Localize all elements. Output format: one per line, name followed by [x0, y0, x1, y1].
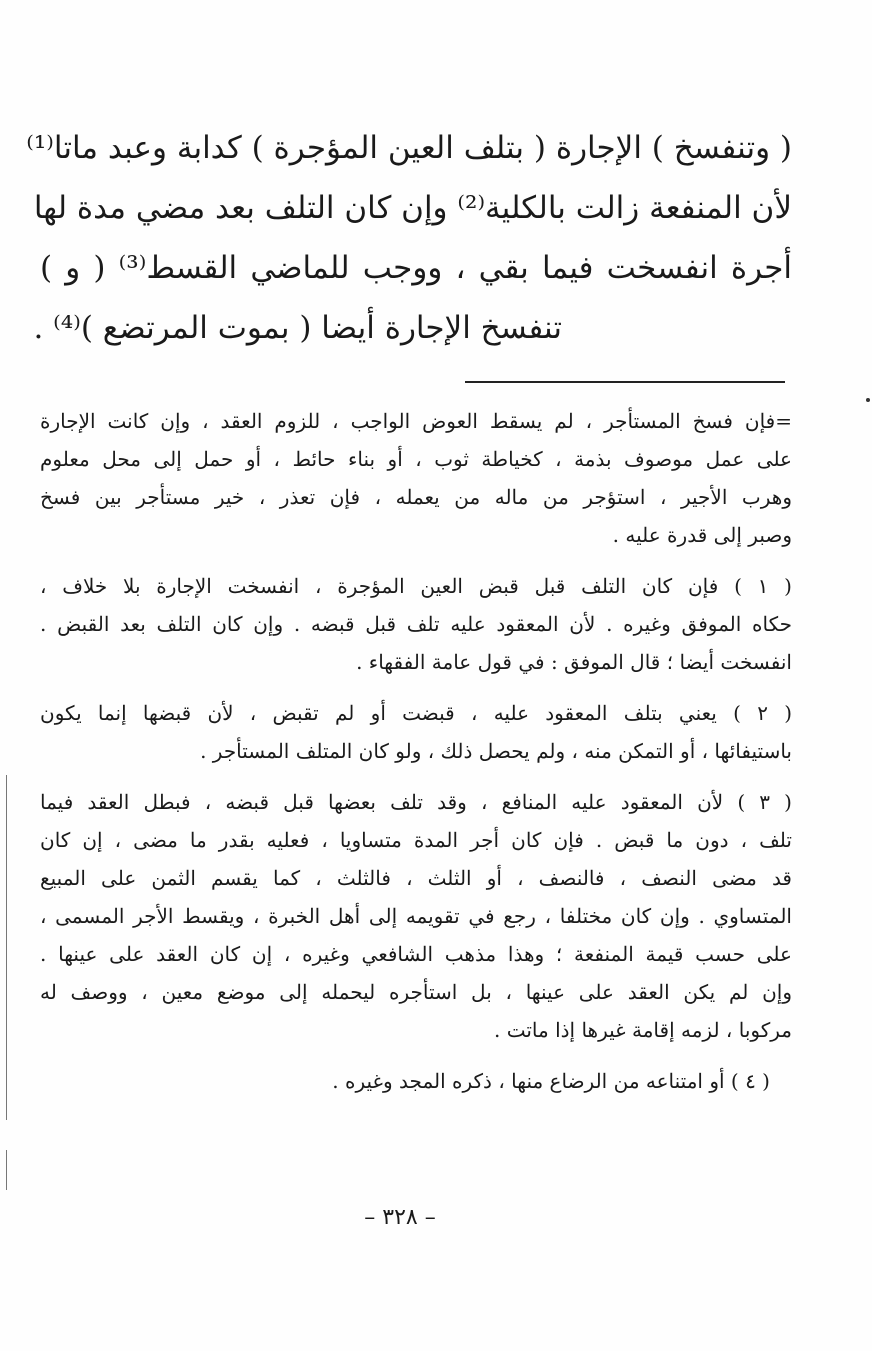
- footnote-line: وهرب الأجير ، استؤجر من ماله من يعمله ، فإن تعذر ، خير مستأجر بين فسخ: [40, 485, 792, 509]
- footnote-line: باستيفائها ، أو التمكن منه ، ولم يحصل ذلك ، ولو كان المتلف المستأجر .: [200, 739, 792, 763]
- scan-speck: [866, 398, 870, 402]
- main-text-line: أجرة انفسخت فيما بقي ، ووجب للماضي القسط⁽³⁾ ( و ): [40, 250, 792, 286]
- footnote-4: [40, 1062, 792, 1100]
- footnote-line: انفسخت أيضا ؛ قال الموفق : في قول عامة الفقهاء .: [356, 650, 792, 674]
- footnote-1: [40, 567, 792, 681]
- footnote-line: ( ٣ ) لأن المعقود عليه المنافع ، وقد تلف بعضها قبل قبضه ، فبطل العقد فيما: [40, 790, 792, 814]
- main-text: [26, 118, 792, 358]
- footnote-line: قد مضى النصف ، فالنصف ، أو الثلث ، فالثلث ، كما يقسم الثمن على المبيع: [40, 866, 792, 890]
- footnote-2: [40, 694, 792, 770]
- scan-edge-mark: [6, 1150, 7, 1190]
- footnote-3: [40, 783, 792, 1049]
- footnote-line: على حسب قيمة المنفعة ؛ وهذا مذهب الشافعي وغيره ، إن كان العقد على عينها .: [40, 942, 792, 966]
- footnote-line: ( ٢ ) يعني بتلف المعقود عليه ، قبضت أو لم تقبض ، لأن قبضها إنما يكون: [40, 701, 793, 725]
- main-text-line: لأن المنفعة زالت بالكلية⁽²⁾ وإن كان التلف بعد مضي مدة لها: [33, 190, 792, 226]
- main-text-line: ( وتنفسخ ) الإجارة ( بتلف العين المؤجرة ) كدابة وعبد ماتا⁽¹⁾: [26, 130, 792, 166]
- footnote-line: =فإن فسخ المستأجر ، لم يسقط العوض الواجب ، للزوم العقد ، وإن كانت الإجارة: [40, 409, 792, 433]
- footnote-separator: [465, 381, 785, 383]
- footnote-line: حكاه الموفق وغيره . لأن المعقود عليه تلف قبل قبضه . وإن كان التلف بعد القبض .: [40, 612, 792, 636]
- footnotes: [40, 402, 792, 1113]
- footnote-line: وصبر إلى قدرة عليه .: [612, 523, 792, 547]
- footnote-line: المتساوي . وإن كان مختلفا ، رجع في تقويمه إلى أهل الخبرة ، ويقسط الأجر المسمى ،: [40, 904, 792, 928]
- footnote-line: على عمل موصوف بذمة ، كخياطة ثوب ، أو بناء حائط ، أو حمل إلى محل معلوم: [40, 447, 792, 471]
- main-text-line: تنفسخ الإجارة أيضا ( بموت المرتضع )⁽⁴⁾ .: [33, 310, 562, 346]
- footnote-line: ( ٤ ) أو امتناعه من الرضاع منها ، ذكره المجد وغيره .: [332, 1069, 770, 1093]
- footnote-line: وإن لم يكن العقد على عينها ، بل استأجره ليحمله إلى موضع معين ، ووصف له: [40, 980, 792, 1004]
- footnote-continuation: [40, 402, 792, 554]
- footnote-line: تلف ، دون ما قبض . فإن كان أجر المدة متساويا ، فعليه بقدر ما مضى ، إن كان: [40, 828, 792, 852]
- scan-edge-mark: [6, 775, 7, 1120]
- footnote-line: ( ١ ) فإن كان التلف قبل قبض العين المؤجرة ، انفسخت الإجارة بلا خلاف ،: [40, 574, 792, 598]
- page-number: – ٣٢٨ –: [364, 1205, 436, 1230]
- footnote-line: مركوبا ، لزمه إقامة غيرها إذا ماتت .: [494, 1018, 792, 1042]
